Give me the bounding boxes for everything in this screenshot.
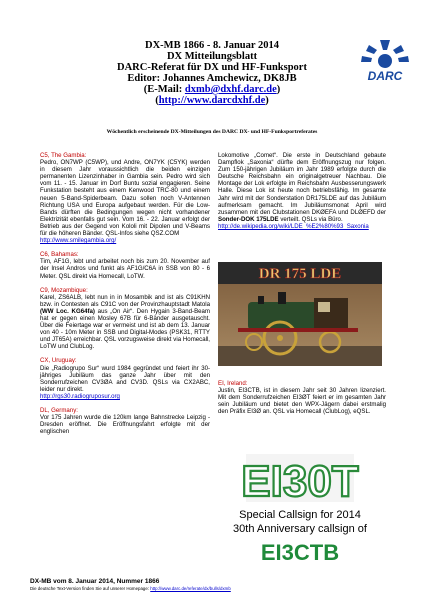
url-line: (http://www.darcdxhf.de) [155,95,269,106]
section-body: Karel, ZS6ALB, lebt nun in in Mosambik and ist als C91KHN bzw. in Contesten als C91C von der Provinzhauptstadt Matola (WW Loc. KG64fa) aus „On Air“. Den Hygain 3-Band-Beam hat er gegen einen Mosley 67B für 6-Bänder ausgetauscht. Über die Feiertage war er vermeist und ist ab dem 13. Januar von 40 - 10m Meter in SSB und Digital-Modes (PSK31, RTTY und JT65A) erreichbar. QSL vorzugsweise direkt via Homecall, LoTW und ClubLog. [40,293,210,351]
section-ireland [218,380,386,415]
ei-card-call: EI3CTB [260,540,340,565]
email-line: (E-Mail: dxmb@dxhf.darc.de) [143,84,281,95]
section-gambia [40,152,210,244]
section-title: C5, The Gambia: [40,152,87,159]
photo-caption: DR 175 LDE [258,266,342,282]
ei-card-line1: Special Callsign for 2014 [239,509,361,521]
email-link[interactable]: dxmb@dxhf.darc.de [184,84,277,95]
website-link[interactable]: http://www.darcdxhf.de [158,95,266,106]
weekly-subtitle: Wöchentlich erscheinende DX-Mitteilungen des DARC DX- und HF-Funksportreferates [106,129,318,135]
section-body: Vor 175 Jahren wurde die 120km lange Bahnstrecke Leipzig - Dresden eröffnet. Die Eröffnungsfahrt erfolgte mit der englischen [40,414,210,436]
footer-link[interactable]: http://www.darc.de/referate/dx/bulls/dxmb [150,586,231,591]
bulletin-department: DARC-Referat für DX und HF-Funksport [117,62,307,73]
section-body: Pedro, ON7WP (C5WP), und Andre, ON7YK (C5YK) werden in diesem Jahr voraussichtlich die beiden einzigen permanenten Lizenzinhaber in Gambia sein. Pedro wird sich vom 11. - 15. Januar im Dorf Buntu sozial engagieren. Seine Funkstation besteht aus einem Kenwood TRC-80 und einem neuen 5-Band-Spiderbeam. Dazu sollen noch V-Antennen Richtung USA und Europa aufgebaut werden. Für die Low-Bands dürften die Bedingungen wegen nicht vorhandener Elektrizität ebenfalls gut sein. Vom 16. - 22. Januar erfolgt der Betrieb aus der Gegend von Kololi mit Dipolen und V-Beams für die höheren Bänder. QSL-Infos siehe QSZ.COM [40,159,210,238]
ei-card-line2: 30th Anniversary callsign of [233,523,367,535]
section-germany [40,407,210,435]
ei30t-qsl-card [218,450,382,572]
rgs30-link[interactable]: http://rgs30.radiogruposur.org [40,392,120,400]
footer-note: Die deutsche Text-Version finden Sie auf unserer Homepage: http://www.darc.de/referate/dx/bulls/dxmb [30,586,231,591]
bulletin-editor: Editor: Johannes Amchewicz, DK8JB [127,73,297,84]
section-title: C6, Bahamas: [40,251,79,259]
smilegambia-link[interactable]: http://www.smilegambia.org/ [40,237,117,245]
footer-title: DX-MB vom 8. Januar 2014, Nummer 1866 [30,578,160,585]
footer [30,578,400,591]
section-bahamas [40,251,210,279]
wikipedia-saxonia-link[interactable]: http://de.wikipedia.org/wiki/LDE_%E2%80%93_Saxonia [218,222,369,230]
ei30t-big-call: EI30T [241,457,359,506]
section-title: DL, Germany: [40,407,78,414]
section-uruguay [40,357,210,400]
darc-logo [356,36,414,86]
section-title: C9, Mozambique: [40,286,88,294]
bulletin-title: DX-MB 1866 - 8. Januar 2014 [145,40,279,51]
logo-text: DARC [367,69,403,83]
section-title: CX, Uruguay: [40,357,77,365]
left-column [40,152,210,442]
right-column [218,152,386,230]
section-body: Die „Radiogrupo Sur“ wurd 1984 gegründet und feiert ihr 30-jähriges Jubiläum das ganze Jahr über mit den Sonderrufzeichen CV3ØA and CV3D. QSLs via CX2ABC, leider nur direkt. [40,364,210,393]
section-mozambique [40,287,210,351]
section-body: Justin, EI3CTB, ist in diesem Jahr seit 30 Jahren lizenziert. Mit dem Sonderrufzeichen EI3ØT feiert er im gesamten Jahr sein Jubiläum und bietet den WPX-Jägern dabei erstmalig den Präfix EI3Ø an. QSL via Homecall (ClubLog), eQSL. [218,387,386,416]
section-body-continued: Lokomotive „Comet“. Die erste in Deutschland gebaute Dampflok „Saxonia“ dürfte dem Eröffnungszug nur folgen. Zum 150-jährigen Jubiläum im Jahr 1989 erfolgte durch die Deutsche Reichsbahn ein originalgetreuer Nachbau. Die Montage der Lok erfolgte im Reichsbahn Ausbesserungswerk Halle. Diese Lok ist heute noch betriebsfähig. Im gesamte Jahr wird mit der Sonderstation DR175LDE auf das Jubiläum aufmerksam gemacht. Im Jubiläumsmonat April wird zusammen mit den Clubstationen DKØEFA und DLØEFD der Sonder-DOK 175LDE verteilt. QSLs via Büro. [218,152,386,223]
section-title: EI, Ireland: [218,380,248,387]
bulletin-subtitle: DX Mitteilungsblatt [166,51,258,62]
section-body: Tim, AF1G, lebt und arbeitet noch bis zum 20. November auf der Insel Andros und funkt als AF1G/C6A in SSB von 80 - 6 Meter. QSL direkt via Homecall, LoTW. [40,258,210,280]
locomotive-photo [218,262,382,366]
